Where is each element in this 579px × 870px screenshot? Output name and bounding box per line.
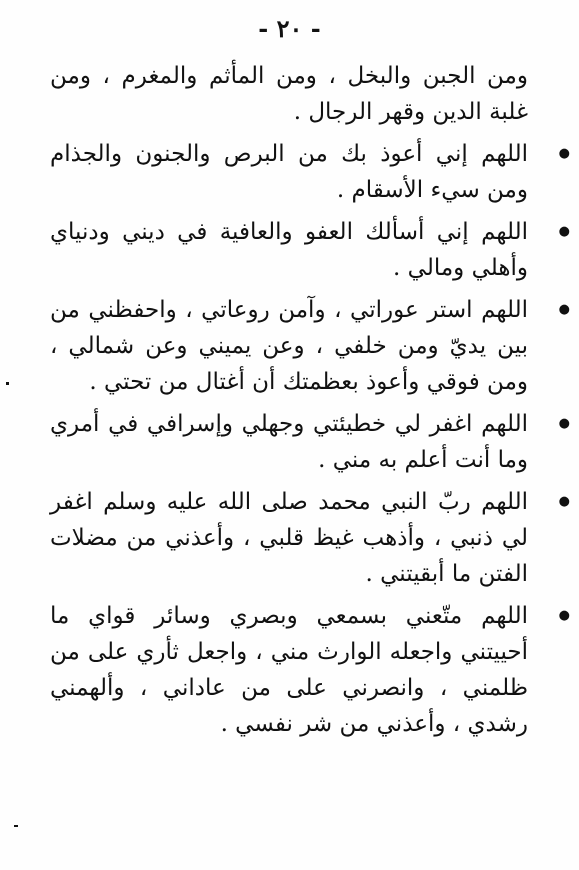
dua-item: ● اللهم ربّ النبي محمد صلى الله عليه وسلم اغفر لي ذنبي ، وأذهب غيظ قلبي ، وأعذني من مضلات الفتن ما أبقيتني . <box>50 484 550 592</box>
dua-item: ● اللهم متّعني بسمعي وبصري وسائر قواي ما أحييتني واجعله الوارث مني ، واجعل ثأري على من ظلمني ، وانصرني على من عاداني ، وألهمني رشدي ، وأعذني من شر نفسي . <box>50 598 550 742</box>
dua-item: ● اللهم إني أعوذ بك من البرص والجنون والجذام ومن سيء الأسقام . <box>50 136 550 208</box>
page-number: - ٢٠ - <box>258 14 321 43</box>
continued-paragraph: ومن الجبن والبخل ، ومن المأثم والمغرم ، ومن غلبة الدين وقهر الرجال . <box>50 63 528 125</box>
dua-item: ● اللهم اغفر لي خطيئتي وجهلي وإسرافي في أمري وما أنت أعلم به مني . <box>50 406 550 478</box>
scan-speck <box>6 382 9 385</box>
dua-list <box>50 136 550 742</box>
scan-speck <box>14 825 18 827</box>
dua-text-block <box>50 58 550 748</box>
dua-item: ● اللهم إني أسألك العفو والعافية في ديني ودنياي وأهلي ومالي . <box>50 214 550 286</box>
dua-item: ● اللهم استر عوراتي ، وآمن روعاتي ، واحفظني من بين يديّ ومن خلفي ، وعن يميني وعن شمالي ، ومن فوقي وأعوذ بعظمتك أن أغتال من تحتي . <box>50 292 550 400</box>
